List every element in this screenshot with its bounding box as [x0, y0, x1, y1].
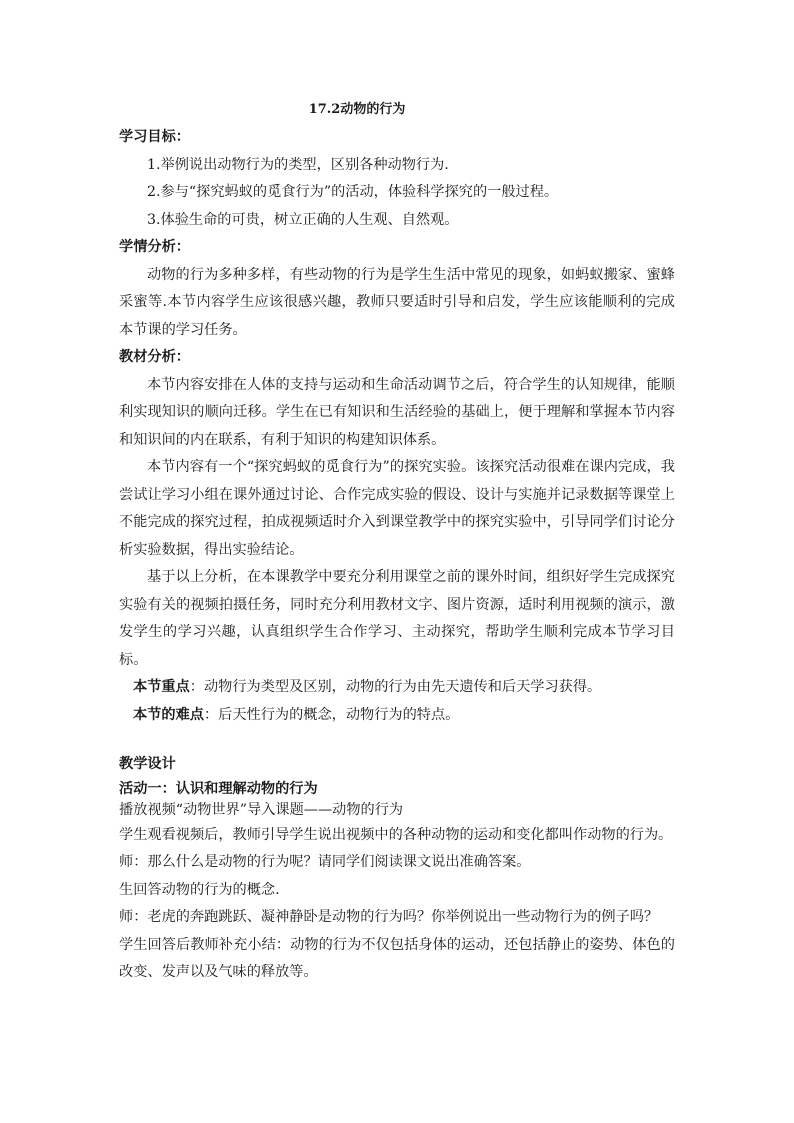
design-line: 生回答动物的行为的概念. [119, 881, 280, 898]
design-line: 师：老虎的奔跑跳跃、凝神静卧是动物的行为吗？你举例说出一些动物行为的例子吗？ [119, 909, 659, 925]
difficulty-line [119, 702, 675, 730]
spacer [119, 729, 675, 751]
design-line: 师：那么什么是动物的行为呢？请同学们阅读课文说出准确答案。 [119, 854, 531, 870]
difficulty-label: 本节的难点 [133, 706, 204, 723]
design-line: 播放视频“动物世界”导入课题——动物的行为 [119, 801, 404, 818]
objective-item: 1.举例说出动物行为的类型，区别各种动物行为. [147, 156, 449, 173]
design-heading: 教学设计 [119, 756, 176, 772]
key-point-text: ：动物行为类型及区别，动物的行为由先天遗传和后天学习获得。 [189, 679, 602, 695]
document-body [119, 124, 675, 987]
objective-item: 3.体验生命的可贵，树立正确的人生观、自然观。 [147, 211, 459, 228]
design-line: 学生观看视频后，教师引导学生说出视频中的各种动物的运动和变化都叫作动物的行为。 [119, 826, 673, 843]
student-analysis-heading: 学情分析： [119, 239, 190, 255]
objectives-heading: 学习目标： [119, 129, 190, 145]
material-analysis-heading: 教材分析： [119, 349, 190, 365]
design-line: 学生回答后教师补充小结：动物的行为不仅包括身体的运动，还包括静止的姿势、体色的改变、发声以及气味的释放等。 [119, 936, 675, 980]
student-analysis-paragraph: 动物的行为多种多样，有些动物的行为是学生生活中常见的现象，如蚂蚁搬家、蜜蜂采蜜等.本节内容学生应该很感兴趣，教师只要适时引导和启发，学生应该能顺利的完成本节课的学习任务。 [119, 266, 675, 338]
key-point-line [119, 674, 675, 702]
activity-title: 活动一：认识和理解动物的行为 [119, 780, 318, 797]
material-analysis-paragraph: 本节内容安排在人体的支持与运动和生命活动调节之后，符合学生的认知规律，能顺利实现知识的顺向迁移。学生在已有知识和生活经验的基础上，便于理解和掌握本节内容和知识间的内在联系，有利于知识的构建知识体系。 [119, 376, 675, 448]
key-point-label: 本节重点 [133, 679, 190, 695]
material-analysis-paragraph: 本节内容有一个“探究蚂蚁的觅食行为”的探究实验。该探究活动很难在课内完成，我尝试让学习小组在课外通过讨论、合作完成实验的假设、设计与实施并记录数据等课堂上不能完成的探究过程，拍成视频适时介入到课堂教学中的探究实验中，引导同学们讨论分析实验数据，得出实验结论。 [119, 459, 675, 558]
material-analysis-paragraph: 基于以上分析，在本课教学中要充分利用课堂之前的课外时间，组织好学生完成探究实验有关的视频拍摄任务，同时充分利用教材文字、图片资源，适时利用视频的演示，激发学生的学习兴趣，认真组织学生合作学习、主动探究，帮助学生顺利完成本节学习目标。 [119, 569, 675, 668]
objective-item: 2.参与“探究蚂蚁的觅食行为”的活动，体验科学探究的一般过程。 [147, 184, 559, 200]
difficulty-text: ：后天性行为的概念，动物行为的特点。 [203, 706, 460, 723]
page-title: 17.2动物的行为 [308, 102, 406, 117]
